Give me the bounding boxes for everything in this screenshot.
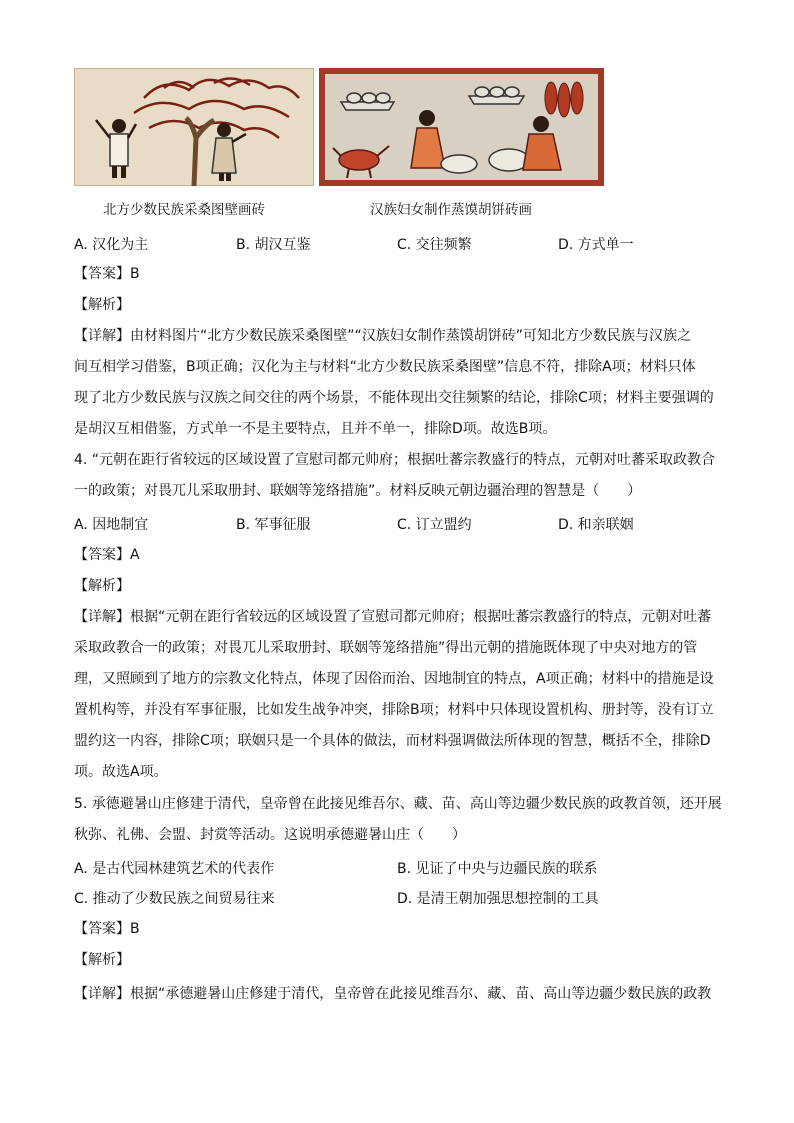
q4-detail-line: 理，又照顾到了地方的宗教文化特点，体现了因俗而治、因地制宜的特点，A项正确；材料中的措施是设 [74,671,714,687]
q4-stem-line: 一的政策；对畏兀儿采取册封、联姻等笼络措施”。材料反映元朝边疆治理的智慧是（ ） [74,483,642,499]
q4-option-a: A. 因地制宜 [74,517,149,533]
q4-detail-line: 盟约这一内容，排除C项；联姻只是一个具体的做法，而材料强调做法所体现的智慧，概括不全，排除D [74,733,711,749]
q5-analysis-label: 【解析】 [74,952,130,968]
q4-stem-line: 4. “元朝在距行省较远的区域设置了宣慰司都元帅府；根据吐蕃宗教盛行的特点，元朝对吐蕃采取政教合 [74,452,716,468]
q4-detail-line: 项。故选A项。 [74,764,168,780]
q3-option-c: C. 交往频繁 [397,237,472,253]
q4-options [74,514,720,534]
q4-option-c: C. 订立盟约 [397,517,472,533]
q3-detail-line: 现了北方少数民族与汉族之间交往的两个场景，不能体现出交往频繁的结论，排除C项；材料主要强调的 [74,390,714,406]
q4-answer: 【答案】A [74,547,140,563]
figure-caption-right: 汉族妇女制作蒸馍胡饼砖画 [370,202,532,218]
figure-row [74,68,604,188]
q4-option-d: D. 和亲联姻 [558,517,634,533]
q4-option-b: B. 军事征服 [236,517,311,533]
q5-stem-line: 秋弥、礼佛、会盟、封赏等活动。这说明承德避暑山庄（ ） [74,827,466,843]
q3-option-b: B. 胡汉互鉴 [236,237,311,253]
q5-options-row-1 [74,858,720,878]
q5-stem-line: 5. 承德避暑山庄修建于清代，皇帝曾在此接见维吾尔、藏、苗、高山等边疆少数民族的政教首领，还开展 [74,796,722,812]
q3-option-a: A. 汉化为主 [74,237,149,253]
q3-analysis-label: 【解析】 [74,297,130,313]
q5-option-a: A. 是古代园林建筑艺术的代表作 [74,861,275,877]
q5-answer: 【答案】B [74,921,140,937]
q5-options-row-2 [74,888,720,908]
q3-detail-line: 【详解】由材料图片“北方少数民族采桑图壁”“汉族妇女制作蒸馍胡饼砖”可知北方少数民族与汉族之 [74,328,692,344]
q4-detail-line: 置机构等，并没有军事征服，比如发生战争冲突，排除B项；材料中只体现设置机构、册封等，没有订立 [74,702,714,718]
steamed-bun-making-mural-image [319,68,604,186]
q5-option-b: B. 见证了中央与边疆民族的联系 [397,861,598,877]
q4-detail-line: 【详解】根据“元朝在距行省较远的区域设置了宣慰司都元帅府；根据吐蕃宗教盛行的特点，元朝对吐蕃 [74,609,712,625]
q3-detail-line: 是胡汉互相借鉴，方式单一不是主要特点，且并不单一，排除D项。故选B项。 [74,421,557,437]
q5-option-d: D. 是清王朝加强思想控制的工具 [397,891,599,907]
q5-detail-line: 【详解】根据“承德避暑山庄修建于清代，皇帝曾在此接见维吾尔、藏、苗、高山等边疆少数民族的政教 [74,986,712,1002]
q3-option-d: D. 方式单一 [558,237,634,253]
q3-answer: 【答案】B [74,266,140,282]
q4-analysis-label: 【解析】 [74,578,130,594]
q3-detail-line: 间互相学习借鉴，B项正确；汉化为主与材料“北方少数民族采桑图壁”信息不符，排除A项；材料只体 [74,359,696,375]
figure-caption-left: 北方少数民族采桑图壁画砖 [103,202,265,218]
q5-option-c: C. 推动了少数民族之间贸易往来 [74,891,275,907]
mulberry-picking-mural-image [74,68,314,186]
q4-detail-line: 采取政教合一的政策；对畏兀儿采取册封、联姻等笼络措施”得出元朝的措施既体现了中央对地方的管 [74,640,698,656]
q3-options [74,234,720,254]
